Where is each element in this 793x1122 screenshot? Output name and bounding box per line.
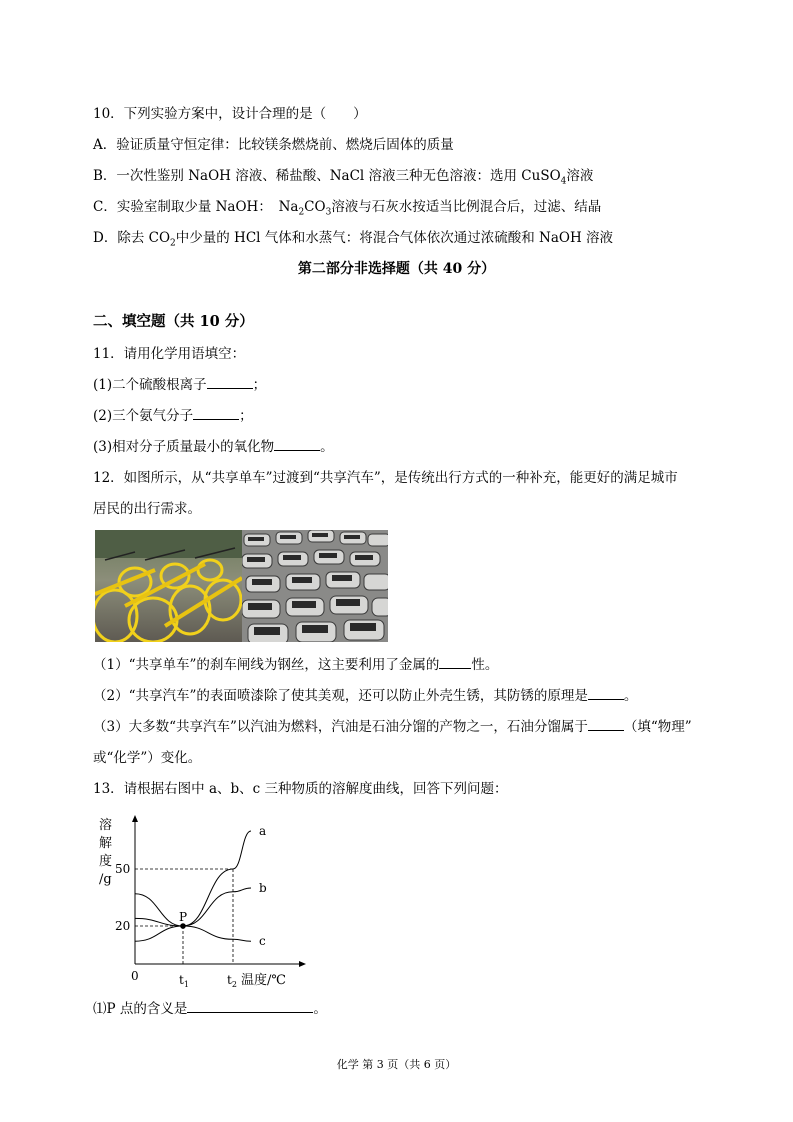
q12-stem-line1: 12．如图所示，从“共享单车”过渡到“共享汽车”，是传统出行方式的一种补充，能更好的满足城市 <box>93 470 678 486</box>
origin-label: 0 <box>131 969 139 983</box>
part2-title: 第二部分非选择题（共 40 分） <box>297 261 496 277</box>
q11-stem: 11．请用化学用语填空： <box>93 346 246 362</box>
answer-blank[interactable] <box>193 407 239 420</box>
y-axis-label-1: 溶 <box>99 818 113 833</box>
x-axis-label: 温度/℃ <box>241 973 286 988</box>
shared-bikes-photo <box>95 530 242 642</box>
q12-sub2: （2）“共享汽车”的表面喷漆除了使其美观，还可以防止外壳生锈，其防锈的原理是 。 <box>93 688 638 704</box>
x-tick-t2: $t_2$ <box>227 973 237 989</box>
q13-stem: 13．请根据右图中 a、b、c 三种物质的溶解度曲线，回答下列问题： <box>93 781 508 797</box>
q11-sub1: (1)二个硫酸根离子 ； <box>93 377 267 393</box>
y-axis-label-2: 解 <box>99 836 113 851</box>
intersection-point <box>180 923 186 929</box>
curve-label-a: a <box>259 824 267 838</box>
curve-a <box>135 831 251 941</box>
answer-blank[interactable] <box>588 718 624 731</box>
q12-stem-line2: 居民的出行需求。 <box>93 501 201 517</box>
answer-blank[interactable] <box>187 1000 313 1013</box>
y-axis-label-3: 度 <box>99 854 113 869</box>
q10-option-c: C．实验室制取少量 NaOH： $Na_2CO_3$溶液与石灰水按适当比例混合后，过滤、结晶 <box>93 199 602 218</box>
answer-blank[interactable] <box>588 687 624 700</box>
page-footer: 化学 第 3 页（共 6 页） <box>336 1058 457 1071</box>
x-tick-t1: $t_1$ <box>179 973 189 989</box>
curve-c <box>135 894 251 942</box>
q10-option-b: B．一次性鉴别 NaOH 溶液、稀盐酸、NaCl 溶液三种无色溶液：选用 CuSO$_4$溶液 <box>93 168 594 187</box>
curve-b <box>135 888 251 926</box>
q10-stem: 10．下列实验方案中，设计合理的是（ ） <box>93 106 367 122</box>
y-tick-label: 50 <box>115 862 131 876</box>
curve-label-c: c <box>259 934 266 949</box>
q10-option-d: D．除去 $CO_2$中少量的 HCl 气体和水蒸气：将混合气体依次通过浓硫酸和 NaOH 溶液 <box>93 230 614 249</box>
point-label: P <box>179 910 188 924</box>
shared-cars-photo <box>242 530 388 642</box>
q12-sub3-line2: 或“化学”）变化。 <box>93 750 202 766</box>
q10-option-a: A．验证质量守恒定律：比较镁条燃烧前、燃烧后固体的质量 <box>93 137 454 153</box>
q11-sub2: (2)三个氨气分子 ； <box>93 408 253 424</box>
answer-blank[interactable] <box>207 376 253 389</box>
q12-sub3: （3）大多数“共享汽车”以汽油为燃料，汽油是石油分馏的产物之一，石油分馏属于 （填“物理” <box>93 719 692 735</box>
solubility-chart <box>93 812 313 992</box>
answer-blank[interactable] <box>274 438 320 451</box>
answer-blank[interactable] <box>439 656 471 669</box>
q12-sub1: （1）“共享单车”的刹车闸线为钢丝，这主要利用了金属的 性。 <box>93 657 499 673</box>
q13-sub1: ⑴P 点的含义是 。 <box>93 1001 327 1017</box>
y-tick-label: 20 <box>115 919 131 933</box>
section2-title: 二、填空题（共 10 分） <box>93 313 254 330</box>
q11-sub3: (3)相对分子质量最小的氧化物 。 <box>93 439 334 455</box>
y-axis-label-4: /g <box>99 872 112 887</box>
curve-label-b: b <box>259 881 267 895</box>
